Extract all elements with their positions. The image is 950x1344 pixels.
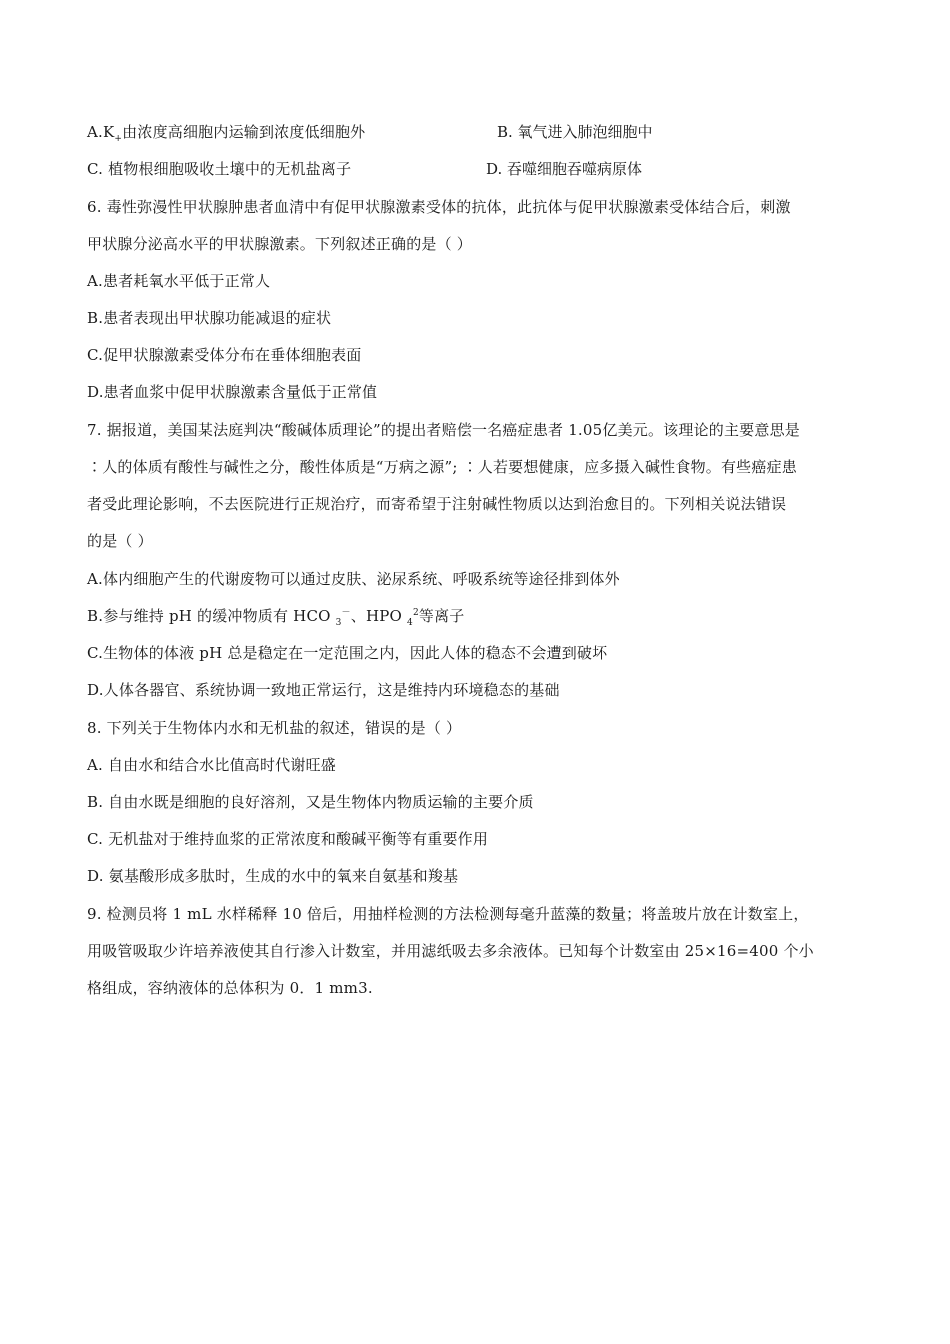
q5-option-c: C. 植物根细胞吸收土壤中的无机盐离子	[87, 160, 352, 178]
q7-option-a: A.体内细胞产生的代谢废物可以通过皮肤、泌尿系统、呼吸系统等途径排到体外	[87, 570, 620, 588]
q7-option-b	[87, 606, 464, 626]
q5-option-a	[87, 122, 365, 142]
q9-stem-line-3: 格组成，容纳液体的总体积为 0．1 mm3.	[87, 979, 373, 997]
q5-option-b: B. 氧气进入肺泡细胞中	[497, 123, 653, 141]
q7-option-b-sub-1: 3	[335, 618, 342, 628]
q8-option-d: D. 氨基酸形成多肽时，生成的水中的氧来自氨基和羧基	[87, 867, 459, 885]
q5-option-a-post: 由浓度高细胞内运输到浓度低细胞外	[122, 123, 366, 141]
q8-option-a: A. 自由水和结合水比值高时代谢旺盛	[87, 756, 336, 774]
q7-option-b-sup-2: 2	[412, 608, 419, 618]
q9-stem-line-2: 用吸管吸取少许培养液使其自行渗入计数室，并用滤纸吸去多余液体。已知每个计数室由 25×16=400 个小	[87, 942, 814, 960]
q6-option-b: B.患者表现出甲状腺功能减退的症状	[87, 309, 332, 327]
q6-option-d: D.患者血浆中促甲状腺激素含量低于正常值	[87, 383, 378, 401]
q5-option-a-sup: +	[114, 134, 123, 144]
q7-stem-line-3: 者受此理论影响，不去医院进行正规治疗，而寄希望于注射碱性物质以达到治愈目的。下列相关说法错误	[87, 495, 787, 513]
q6-stem-line-1: 6. 毒性弥漫性甲状腺肿患者血清中有促甲状腺激素受体的抗体，此抗体与促甲状腺激素受体结合后，刺激	[87, 198, 791, 216]
q6-stem-line-2: 甲状腺分泌高水平的甲状腺激素。下列叙述正确的是（ ）	[87, 235, 472, 253]
q7-option-b-part-3: 等离子	[418, 607, 465, 625]
q6-option-a: A.患者耗氧水平低于正常人	[87, 272, 271, 290]
q6-option-c: C.促甲状腺激素受体分布在垂体细胞表面	[87, 346, 362, 364]
q8-option-c: C. 无机盐对于维持血浆的正常浓度和酸碱平衡等有重要作用	[87, 830, 489, 848]
q8-stem: 8. 下列关于生物体内水和无机盐的叙述，错误的是（ ）	[87, 719, 462, 737]
q7-stem-line-2: ∶人的体质有酸性与碱性之分，酸性体质是“万病之源”; ∶人若要想健康，应多摄入碱性食物。有些癌症患	[87, 458, 797, 476]
q9-stem-line-1: 9. 检测员将 1 mL 水样稀释 10 倍后，用抽样检测的方法检测每毫升蓝藻的数量；将盖玻片放在计数室上，	[87, 905, 809, 923]
q8-option-b: B. 自由水既是细胞的良好溶剂，又是生物体内物质运输的主要介质	[87, 793, 534, 811]
q7-option-b-part-2: 、HPO	[350, 607, 403, 625]
q7-option-b-sup-1: －	[341, 608, 351, 618]
q7-option-b-part-1: B.参与维持 pH 的缓冲物质有 HCO	[87, 607, 331, 625]
q7-stem-line-1: 7. 据报道，美国某法庭判决“酸碱体质理论”的提出者赔偿一名癌症患者 1.05亿美元。该理论的主要意思是	[87, 421, 800, 439]
q7-option-b-sub-2: 4	[407, 618, 413, 628]
q5-option-d: D. 吞噬细胞吞噬病原体	[486, 160, 643, 178]
q5-option-a-pre: A.K	[87, 123, 115, 141]
q7-option-d: D.人体各器官、系统协调一致地正常运行，这是维持内环境稳态的基础	[87, 681, 560, 699]
q7-option-c: C.生物体的体液 pH 总是稳定在一定范围之内，因此人体的稳态不会遭到破坏	[87, 644, 608, 662]
q7-stem-line-4: 的是（ ）	[87, 532, 153, 550]
